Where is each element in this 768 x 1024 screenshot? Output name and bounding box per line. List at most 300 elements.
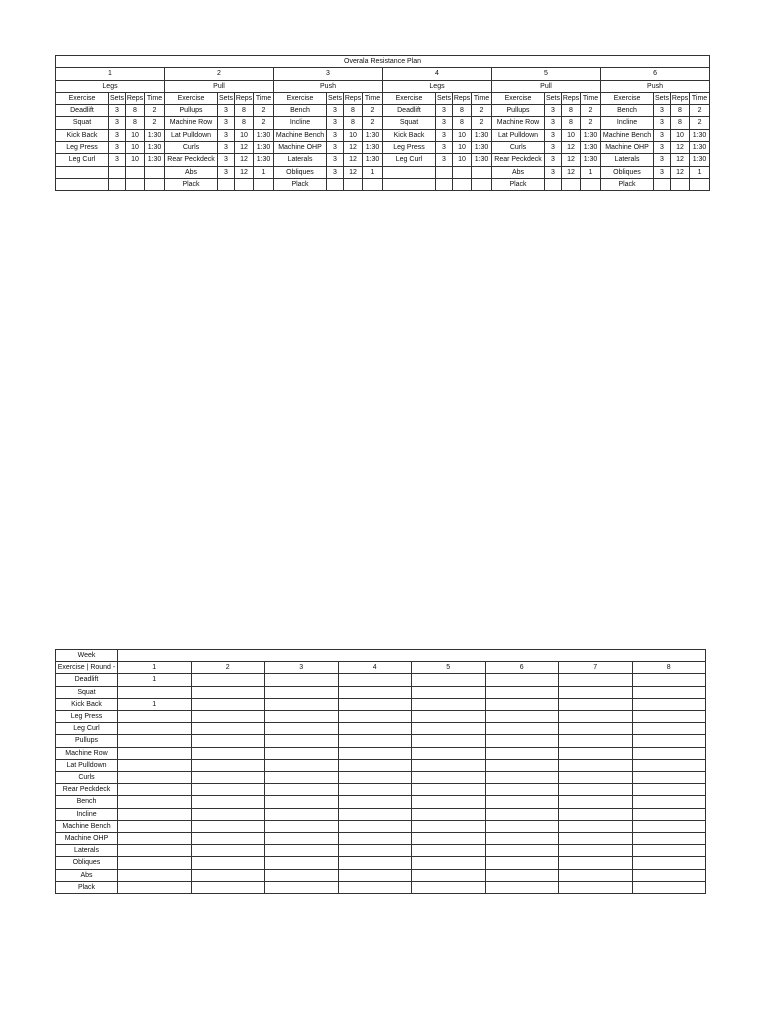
log-round-value	[412, 735, 486, 747]
log-exercise-name: Curls	[56, 772, 118, 784]
log-round-value	[485, 869, 559, 881]
log-round-value	[265, 857, 339, 869]
exercise-name: Squat	[56, 117, 109, 129]
log-round-value	[632, 747, 706, 759]
log-round-value	[559, 686, 633, 698]
log-round-value	[191, 857, 265, 869]
day-number: 3	[274, 68, 383, 80]
sets-value: 3	[654, 166, 671, 178]
reps-header: Reps	[235, 92, 254, 104]
log-exercise-row	[56, 735, 706, 747]
sets-value: 3	[109, 117, 126, 129]
log-round-value	[191, 808, 265, 820]
plan-exercise-row	[56, 117, 710, 129]
time-value: 1:30	[690, 142, 710, 154]
plan-exercise-row	[56, 178, 710, 190]
sets-value: 3	[545, 142, 562, 154]
log-round-value	[338, 833, 412, 845]
reps-value	[235, 178, 254, 190]
reps-value: 12	[235, 154, 254, 166]
log-round-value	[412, 723, 486, 735]
log-round-value	[118, 857, 192, 869]
sets-value	[436, 178, 453, 190]
log-round-value	[265, 808, 339, 820]
log-round-value	[485, 711, 559, 723]
reps-value: 12	[671, 166, 690, 178]
log-round-value	[191, 833, 265, 845]
log-exercise-row	[56, 759, 706, 771]
log-round-value	[412, 686, 486, 698]
log-exercise-name: Bench	[56, 796, 118, 808]
log-round-value	[412, 747, 486, 759]
log-round-value: 1	[118, 698, 192, 710]
exercise-name: Machine Bench	[274, 129, 327, 141]
log-round-value	[338, 857, 412, 869]
log-round-value	[118, 747, 192, 759]
time-value	[472, 166, 492, 178]
reps-value: 12	[344, 154, 363, 166]
log-round-value	[559, 833, 633, 845]
log-exercise-row	[56, 881, 706, 893]
time-value: 2	[581, 117, 601, 129]
log-round-value	[485, 674, 559, 686]
log-round-value	[265, 723, 339, 735]
reps-value: 10	[126, 154, 145, 166]
log-round-value	[632, 686, 706, 698]
log-round-value	[559, 674, 633, 686]
sets-value: 3	[654, 105, 671, 117]
log-round-value	[191, 698, 265, 710]
log-round-value	[118, 735, 192, 747]
time-value: 2	[472, 105, 492, 117]
log-round-value	[191, 759, 265, 771]
log-round-value	[191, 796, 265, 808]
reps-value: 10	[126, 129, 145, 141]
reps-value: 10	[671, 129, 690, 141]
exercise-name: Plack	[165, 178, 218, 190]
log-exercise-name: Machine Row	[56, 747, 118, 759]
sets-value: 3	[109, 142, 126, 154]
time-header: Time	[254, 92, 274, 104]
sets-value: 3	[218, 129, 235, 141]
reps-value: 10	[453, 142, 472, 154]
time-header: Time	[363, 92, 383, 104]
log-round-value	[118, 796, 192, 808]
time-value	[145, 178, 165, 190]
time-value: 2	[581, 105, 601, 117]
log-exercise-row	[56, 845, 706, 857]
exercise-name: Machine Row	[492, 117, 545, 129]
sets-value: 3	[436, 129, 453, 141]
time-value: 1	[363, 166, 383, 178]
reps-value: 12	[562, 142, 581, 154]
plan-exercise-row	[56, 129, 710, 141]
log-round-value	[191, 711, 265, 723]
sets-value: 3	[545, 129, 562, 141]
log-round-value	[559, 723, 633, 735]
time-value: 2	[472, 117, 492, 129]
week-row	[56, 650, 706, 662]
log-round-value	[412, 796, 486, 808]
log-round-value	[191, 674, 265, 686]
log-exercise-name: Pullups	[56, 735, 118, 747]
log-round-value	[559, 747, 633, 759]
log-round-value	[338, 698, 412, 710]
exercise-header: Exercise	[601, 92, 654, 104]
sets-value: 3	[545, 105, 562, 117]
time-value: 2	[145, 105, 165, 117]
exercise-name	[383, 166, 436, 178]
exercise-round-label: Exercise | Round -	[56, 662, 118, 674]
reps-value	[562, 178, 581, 190]
day-number: 6	[601, 68, 710, 80]
log-round-value	[559, 759, 633, 771]
sets-header: Sets	[436, 92, 453, 104]
time-value: 1:30	[690, 154, 710, 166]
day-type: Legs	[383, 80, 492, 92]
reps-value: 12	[562, 166, 581, 178]
sets-value: 3	[327, 129, 344, 141]
exercise-name	[56, 178, 109, 190]
log-exercise-name: Machine Bench	[56, 820, 118, 832]
log-round-value	[118, 808, 192, 820]
log-round-value	[559, 869, 633, 881]
log-round-value	[485, 808, 559, 820]
day-type: Push	[601, 80, 710, 92]
log-exercise-row	[56, 747, 706, 759]
log-round-value	[559, 808, 633, 820]
sets-value	[436, 166, 453, 178]
exercise-name: Abs	[165, 166, 218, 178]
log-round-value	[485, 686, 559, 698]
log-round-value	[118, 845, 192, 857]
log-round-value	[118, 711, 192, 723]
log-round-value	[265, 698, 339, 710]
time-value: 1:30	[363, 142, 383, 154]
exercise-name: Lat Pulldown	[492, 129, 545, 141]
reps-value: 10	[562, 129, 581, 141]
reps-value	[453, 178, 472, 190]
round-number: 4	[338, 662, 412, 674]
reps-value: 8	[235, 117, 254, 129]
time-value	[690, 178, 710, 190]
day-number: 5	[492, 68, 601, 80]
log-round-value	[559, 698, 633, 710]
exercise-header: Exercise	[56, 92, 109, 104]
log-round-value	[412, 759, 486, 771]
exercise-name: Lat Pulldown	[165, 129, 218, 141]
exercise-name: Curls	[165, 142, 218, 154]
log-round-value	[632, 833, 706, 845]
log-round-value	[118, 881, 192, 893]
log-round-value	[412, 698, 486, 710]
reps-value: 10	[453, 154, 472, 166]
log-round-value	[118, 772, 192, 784]
log-exercise-row	[56, 869, 706, 881]
log-round-value	[485, 747, 559, 759]
exercise-name: Deadlift	[56, 105, 109, 117]
log-round-value	[412, 869, 486, 881]
reps-value: 12	[235, 142, 254, 154]
sets-value: 3	[436, 117, 453, 129]
time-value: 2	[145, 117, 165, 129]
log-round-value	[191, 747, 265, 759]
log-round-value	[485, 845, 559, 857]
reps-value: 12	[235, 166, 254, 178]
log-round-value	[118, 833, 192, 845]
reps-value: 8	[235, 105, 254, 117]
time-value: 1	[581, 166, 601, 178]
log-round-value	[632, 869, 706, 881]
log-round-value	[632, 759, 706, 771]
time-value	[363, 178, 383, 190]
round-number: 2	[191, 662, 265, 674]
sets-value: 3	[218, 142, 235, 154]
time-value	[145, 166, 165, 178]
log-exercise-name: Plack	[56, 881, 118, 893]
round-number: 1	[118, 662, 192, 674]
log-round-value	[338, 772, 412, 784]
log-round-value	[485, 735, 559, 747]
log-round-value	[485, 881, 559, 893]
sets-header: Sets	[545, 92, 562, 104]
log-round-value	[338, 686, 412, 698]
log-exercise-row	[56, 711, 706, 723]
round-number: 3	[265, 662, 339, 674]
log-round-value	[632, 796, 706, 808]
reps-value	[453, 166, 472, 178]
sets-value: 3	[218, 105, 235, 117]
sets-value	[109, 166, 126, 178]
round-header-row	[56, 662, 706, 674]
log-exercise-name: Incline	[56, 808, 118, 820]
log-round-value	[632, 735, 706, 747]
log-round-value	[412, 711, 486, 723]
reps-value	[344, 178, 363, 190]
exercise-name: Leg Curl	[383, 154, 436, 166]
log-exercise-row	[56, 857, 706, 869]
sets-value: 3	[109, 105, 126, 117]
log-round-value	[265, 759, 339, 771]
sets-header: Sets	[218, 92, 235, 104]
day-type: Pull	[165, 80, 274, 92]
reps-header: Reps	[344, 92, 363, 104]
exercise-header: Exercise	[492, 92, 545, 104]
sets-value: 3	[545, 154, 562, 166]
sets-value: 3	[218, 166, 235, 178]
time-value: 2	[690, 117, 710, 129]
sets-value: 3	[327, 105, 344, 117]
sets-value	[545, 178, 562, 190]
time-value: 2	[254, 117, 274, 129]
log-exercise-row	[56, 808, 706, 820]
exercise-name	[56, 166, 109, 178]
sets-value	[109, 178, 126, 190]
log-round-value	[265, 711, 339, 723]
reps-value: 10	[235, 129, 254, 141]
time-value: 1:30	[363, 154, 383, 166]
day-type: Legs	[56, 80, 165, 92]
day-number: 4	[383, 68, 492, 80]
exercise-name: Leg Press	[383, 142, 436, 154]
exercise-name	[383, 178, 436, 190]
log-round-value	[338, 723, 412, 735]
log-exercise-row	[56, 820, 706, 832]
reps-value: 8	[671, 117, 690, 129]
log-round-value	[265, 833, 339, 845]
sets-value: 3	[327, 166, 344, 178]
exercise-name: Bench	[274, 105, 327, 117]
log-round-value	[412, 845, 486, 857]
log-round-value	[265, 845, 339, 857]
time-value: 1:30	[363, 129, 383, 141]
week-label: Week	[56, 650, 118, 662]
sets-value: 3	[109, 154, 126, 166]
log-round-value	[191, 869, 265, 881]
log-exercise-row	[56, 723, 706, 735]
sets-value	[654, 178, 671, 190]
log-round-value	[412, 674, 486, 686]
exercise-name: Machine Row	[165, 117, 218, 129]
log-exercise-row	[56, 698, 706, 710]
log-exercise-name: Laterals	[56, 845, 118, 857]
reps-header: Reps	[562, 92, 581, 104]
exercise-name: Abs	[492, 166, 545, 178]
log-round-value	[559, 772, 633, 784]
exercise-name: Pullups	[165, 105, 218, 117]
log-exercise-row	[56, 833, 706, 845]
exercise-name: Machine Bench	[601, 129, 654, 141]
log-round-value	[559, 857, 633, 869]
sets-value: 3	[545, 117, 562, 129]
exercise-name: Leg Curl	[56, 154, 109, 166]
log-round-value	[485, 759, 559, 771]
log-round-value	[559, 711, 633, 723]
sets-value	[327, 178, 344, 190]
log-round-value	[265, 784, 339, 796]
log-round-value	[265, 796, 339, 808]
reps-value: 8	[453, 117, 472, 129]
log-round-value	[265, 869, 339, 881]
log-round-value	[265, 747, 339, 759]
reps-value: 10	[344, 129, 363, 141]
time-value	[581, 178, 601, 190]
log-round-value	[412, 772, 486, 784]
time-value: 1:30	[690, 129, 710, 141]
log-exercise-name: Kick Back	[56, 698, 118, 710]
log-round-value	[485, 857, 559, 869]
sets-value: 3	[327, 117, 344, 129]
sets-header: Sets	[327, 92, 344, 104]
plan-exercise-row	[56, 142, 710, 154]
log-round-value	[338, 881, 412, 893]
time-value: 1:30	[472, 129, 492, 141]
exercise-name: Plack	[492, 178, 545, 190]
exercise-name: Rear Peckdeck	[165, 154, 218, 166]
time-value: 2	[363, 105, 383, 117]
log-exercise-name: Squat	[56, 686, 118, 698]
sets-value: 3	[436, 142, 453, 154]
sets-header: Sets	[109, 92, 126, 104]
log-round-value	[485, 796, 559, 808]
reps-value: 12	[671, 142, 690, 154]
column-header-row	[56, 92, 710, 104]
log-exercise-name: Obliques	[56, 857, 118, 869]
log-round-value	[265, 674, 339, 686]
log-exercise-row	[56, 796, 706, 808]
sets-value: 3	[654, 154, 671, 166]
sets-value: 3	[218, 117, 235, 129]
exercise-header: Exercise	[274, 92, 327, 104]
sets-value: 3	[545, 166, 562, 178]
log-round-value	[632, 711, 706, 723]
log-round-value	[191, 845, 265, 857]
log-round-value	[118, 869, 192, 881]
reps-value	[126, 166, 145, 178]
sets-value	[218, 178, 235, 190]
time-value: 1:30	[254, 154, 274, 166]
exercise-name: Rear Peckdeck	[492, 154, 545, 166]
log-exercise-name: Deadlift	[56, 674, 118, 686]
log-round-value	[118, 784, 192, 796]
time-value: 1:30	[472, 154, 492, 166]
time-value: 2	[363, 117, 383, 129]
exercise-name: Incline	[601, 117, 654, 129]
time-header: Time	[145, 92, 165, 104]
log-round-value	[559, 796, 633, 808]
log-round-value	[338, 845, 412, 857]
time-value: 1:30	[472, 142, 492, 154]
log-round-value	[632, 674, 706, 686]
reps-value: 12	[562, 154, 581, 166]
log-round-value	[559, 820, 633, 832]
log-round-value	[412, 808, 486, 820]
time-value	[472, 178, 492, 190]
log-exercise-name: Leg Press	[56, 711, 118, 723]
log-exercise-name: Machine OHP	[56, 833, 118, 845]
exercise-name: Incline	[274, 117, 327, 129]
reps-header: Reps	[453, 92, 472, 104]
reps-value	[671, 178, 690, 190]
log-round-value	[338, 808, 412, 820]
log-round-value	[632, 808, 706, 820]
log-exercise-row	[56, 686, 706, 698]
time-value: 1:30	[581, 154, 601, 166]
sets-value: 3	[654, 129, 671, 141]
log-round-value	[338, 735, 412, 747]
exercise-header: Exercise	[165, 92, 218, 104]
plan-title: Overala Resistance Plan	[56, 56, 710, 68]
exercise-name: Leg Press	[56, 142, 109, 154]
log-round-value	[485, 723, 559, 735]
log-round-value	[559, 735, 633, 747]
exercise-name: Machine OHP	[601, 142, 654, 154]
reps-value: 8	[453, 105, 472, 117]
log-round-value	[338, 747, 412, 759]
log-round-value	[632, 845, 706, 857]
log-round-value	[118, 759, 192, 771]
log-round-value	[412, 881, 486, 893]
exercise-name: Machine OHP	[274, 142, 327, 154]
time-value: 1	[254, 166, 274, 178]
log-round-value	[485, 772, 559, 784]
round-number: 7	[559, 662, 633, 674]
log-round-value	[559, 881, 633, 893]
log-round-value	[191, 686, 265, 698]
time-value: 1:30	[581, 142, 601, 154]
reps-value: 8	[126, 117, 145, 129]
exercise-name: Squat	[383, 117, 436, 129]
